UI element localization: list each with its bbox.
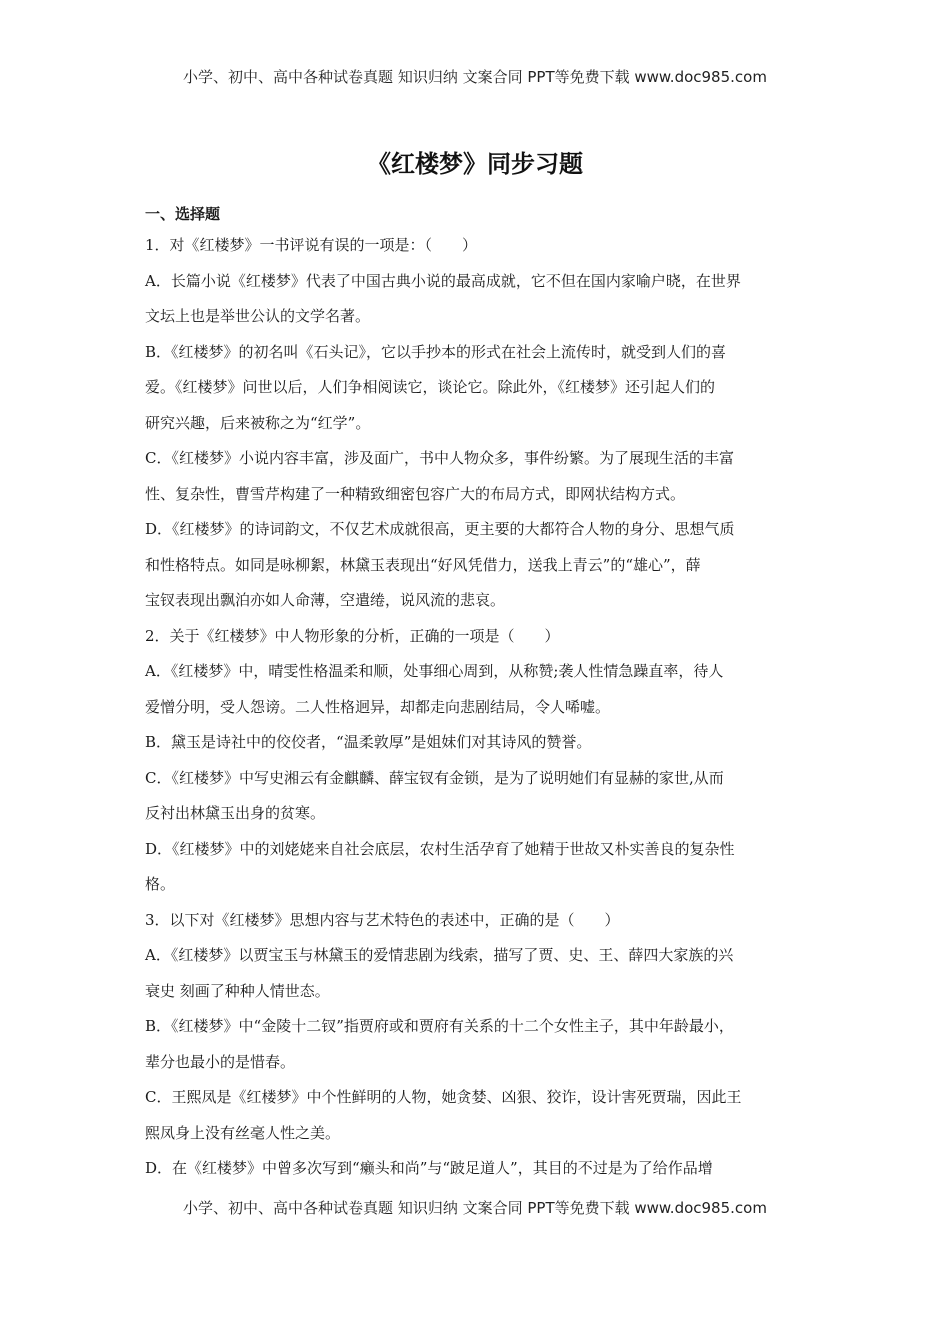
document-title: 《红楼梦》同步习题 (367, 150, 583, 178)
text-line: C．《红楼梦》中写史湘云有金麒麟、薛宝钗有金锁，是为了说明她们有显赫的家世,从而 (145, 768, 724, 787)
text-line: 3．以下对《红楼梦》思想内容与艺术特色的表述中，正确的是（ ） (145, 910, 620, 929)
text-line: D．《红楼梦》中的刘姥姥来自社会底层，农村生活孕育了她精于世故又朴实善良的复杂性 (145, 839, 735, 858)
text-line: 性、复杂性，曹雪芹构建了一种精致细密包容广大的布局方式，即网状结构方式。 (145, 484, 686, 503)
section-heading: 一、选择题 (145, 205, 221, 223)
text-line: C．《红楼梦》小说内容丰富，涉及面广，书中人物众多，事件纷繁。为了展现生活的丰富 (145, 449, 734, 467)
question-body (145, 228, 825, 1187)
text-line: 反衬出林黛玉出身的贫寒。 (145, 804, 326, 822)
text-line: 衰史 刻画了种种人情世态。 (145, 981, 330, 1000)
text-line: 格。 (145, 875, 176, 893)
page-header: 小学、初中、高中各种试卷真题 知识归纳 文案合同 PPT等免费下载 www.doc985.com (183, 68, 767, 86)
text-line: 研究兴趣，后来被称之为“红学”。 (145, 413, 371, 432)
text-line: 辈分也最小的是惜春。 (145, 1052, 296, 1071)
text-line: C．王熙凤是《红楼梦》中个性鲜明的人物，她贪婪、凶狠、狡诈，设计害死贾瑞，因此王 (145, 1088, 742, 1106)
text-line: 爱憎分明，受人怨谤。二人性格迥异，却都走向悲剧结局，令人唏嘘。 (145, 697, 611, 716)
text-line: 2．关于《红楼梦》中人物形象的分析，正确的一项是（ ） (145, 626, 560, 645)
text-line: D．《红楼梦》的诗词韵文，不仅艺术成就很高，更主要的大都符合人物的身分、思想气质 (145, 520, 735, 538)
text-line: 文坛上也是举世公认的文学名著。 (145, 307, 371, 325)
text-line: 宝钗表现出飘泊亦如人命薄，空遣绻，说风流的悲哀。 (145, 591, 506, 609)
page-footer: 小学、初中、高中各种试卷真题 知识归纳 文案合同 PPT等免费下载 www.doc985.com (183, 1199, 767, 1217)
text-line: 和性格特点。如同是咏柳絮，林黛玉表现出“好风凭借力，送我上青云”的“雄心”，薛 (145, 555, 701, 574)
text-line: B．《红楼梦》的初名叫《石头记》，它以手抄本的形式在社会上流传时，就受到人们的喜 (145, 342, 727, 361)
text-line: A．《红楼梦》以贾宝玉与林黛玉的爱情悲剧为线索，描写了贾、史、王、薛四大家族的兴 (145, 946, 734, 964)
text-line: 1．对《红楼梦》一书评说有误的一项是：（ ） (145, 236, 478, 254)
text-line: 爱。《红楼梦》问世以后，人们争相阅读它，谈论它。除此外，《红楼梦》还引起人们的 (145, 378, 716, 396)
text-line: D．在《红楼梦》中曾多次写到“癞头和尚”与“跛足道人”，其目的不过是为了给作品增 (145, 1159, 713, 1177)
text-line: 熙凤身上没有丝毫人性之美。 (145, 1123, 341, 1142)
text-line: B．《红楼梦》中“金陵十二钗”指贾府或和贾府有关系的十二个女性主子，其中年龄最小， (145, 1017, 734, 1035)
text-line: B．黛玉是诗社中的佼佼者，“温柔敦厚”是姐妹们对其诗风的赞誉。 (145, 733, 592, 751)
text-line: A．长篇小说《红楼梦》代表了中国古典小说的最高成就，它不但在国内家喻户晓，在世界 (145, 271, 741, 290)
text-line: A．《红楼梦》中，晴雯性格温柔和顺，处事细心周到，从称赞;袭人性情急躁直率，待人 (145, 662, 724, 680)
